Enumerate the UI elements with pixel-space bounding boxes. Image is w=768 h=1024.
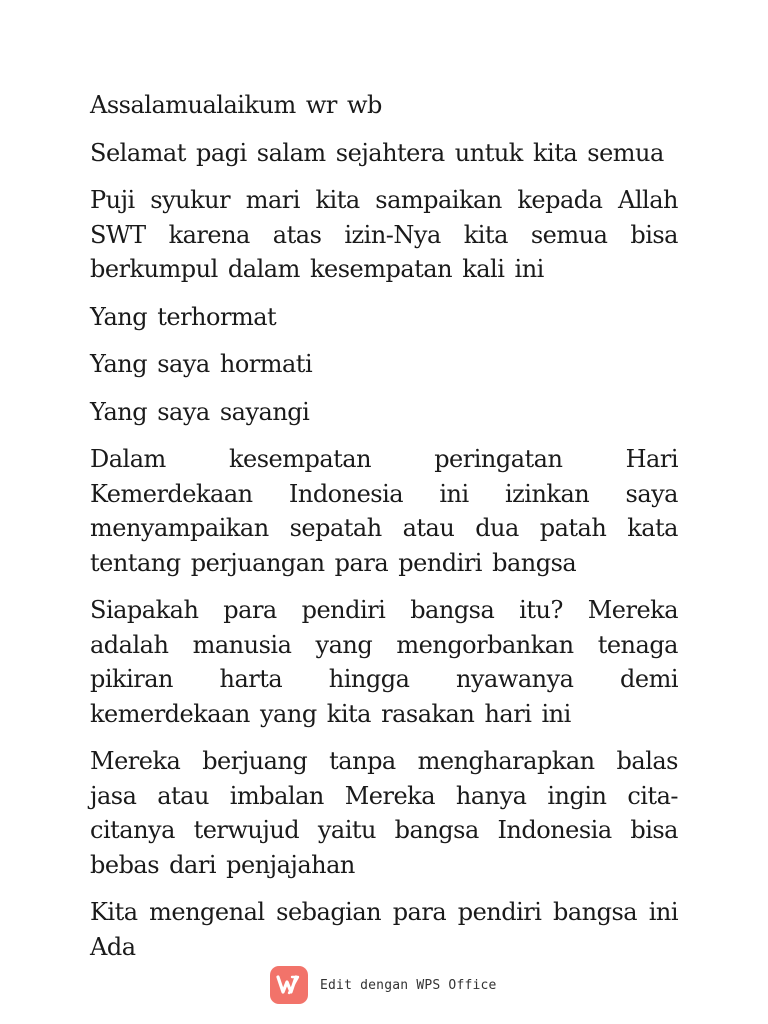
- paragraph-gratitude: Puji syukur mari kita sampaikan kepada Allah SWT karena atas izin-Nya kita semua bisa berkumpul dalam kesempatan kali ini: [90, 186, 678, 283]
- paragraph-respected: Yang terhormat: [90, 302, 277, 331]
- wps-edit-banner[interactable]: [270, 965, 497, 1005]
- paragraph-founders: Siapakah para pendiri bangsa itu? Mereka adalah manusia yang mengorbankan tenaga pikiran harta hingga nyawanya demi kemerdekaan yang kita rasakan hari ini: [90, 596, 678, 728]
- paragraph-greeting: Assalamualaikum wr wb: [90, 91, 382, 119]
- paragraph-occasion: Dalam kesempatan peringatan Hari Kemerdekaan Indonesia ini izinkan saya menyampaikan sepatah atau dua patah kata tentang perjuangan para pendiri bangsa: [90, 445, 678, 577]
- paragraph-beloved: Yang saya sayangi: [90, 397, 310, 426]
- paragraph-founders-intro: Kita mengenal sebagian para pendiri bangsa ini Ada: [90, 898, 678, 961]
- wps-edit-label[interactable]: Edit dengan WPS Office: [320, 977, 497, 993]
- paragraph-struggle: Mereka berjuang tanpa mengharapkan balas jasa atau imbalan Mereka hanya ingin cita-citanya terwujud yaitu bangsa Indonesia bisa bebas dari penjajahan: [90, 747, 678, 879]
- wps-office-icon: [270, 966, 308, 1004]
- paragraph-honored: Yang saya hormati: [90, 350, 313, 378]
- paragraph-salutation: Selamat pagi salam sejahtera untuk kita semua: [90, 138, 664, 167]
- document-body: [90, 88, 678, 977]
